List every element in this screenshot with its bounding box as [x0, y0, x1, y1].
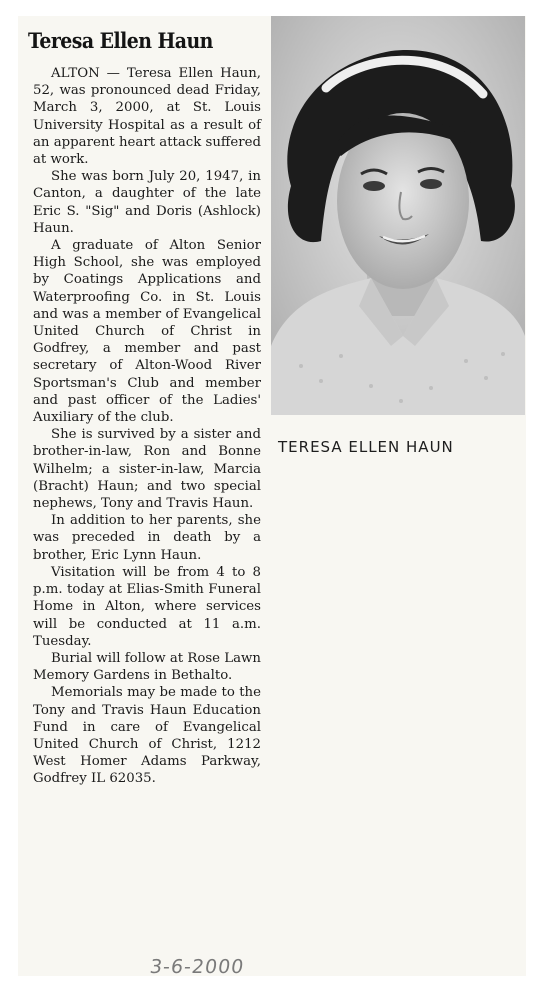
paragraph-death-notice: ALTON — Teresa Ellen Haun, 52, was pronounced dead Friday, March 3, 2000, at St. Louis University Hospital as a result of an apparent heart attack suffered at work. — [33, 66, 261, 168]
paragraph-visitation: Visitation will be from 4 to 8 p.m. today at Elias-Smith Funeral Home in Alton, where services will be conducted at 11 a.m. Tuesday. — [33, 564, 261, 649]
portrait-image — [271, 16, 525, 415]
handwritten-date: 3-6-2000 — [148, 956, 246, 978]
obituary-headline: Teresa Ellen Haun — [28, 28, 213, 53]
paragraph-career: A graduate of Alton Senior High School, she was employed by Coatings Applications and Waterproofing Co. in St. Louis and was a member of Evangelical United Church of Christ in Godfrey, a member and past secretary of Alton-Wood River Sportsman's Club and member and past officer of the Ladies' Auxiliary of the club. — [33, 238, 261, 426]
obituary-body — [33, 65, 261, 788]
paragraph-preceded: In addition to her parents, she was preceded in death by a brother, Eric Lynn Haun. — [33, 513, 261, 563]
photo-caption: TERESA ELLEN HAUN — [278, 438, 454, 456]
portrait-photo — [271, 16, 525, 415]
paragraph-survivors: She is survived by a sister and brother-in-law, Ron and Bonne Wilhelm; a sister-in-law, Marcia (Bracht) Haun; and two special nephews, Tony and Travis Haun. — [33, 427, 261, 512]
paragraph-burial: Burial will follow at Rose Lawn Memory Gardens in Bethalto. — [33, 650, 261, 684]
paragraph-birth: She was born July 20, 1947, in Canton, a daughter of the late Eric S. "Sig" and Doris (Ashlock) Haun. — [33, 169, 261, 236]
paragraph-memorials: Memorials may be made to the Tony and Travis Haun Education Fund in care of Evangelical United Church of Christ, 1212 West Homer Adams Parkway, Godfrey IL 62035. — [33, 685, 261, 787]
